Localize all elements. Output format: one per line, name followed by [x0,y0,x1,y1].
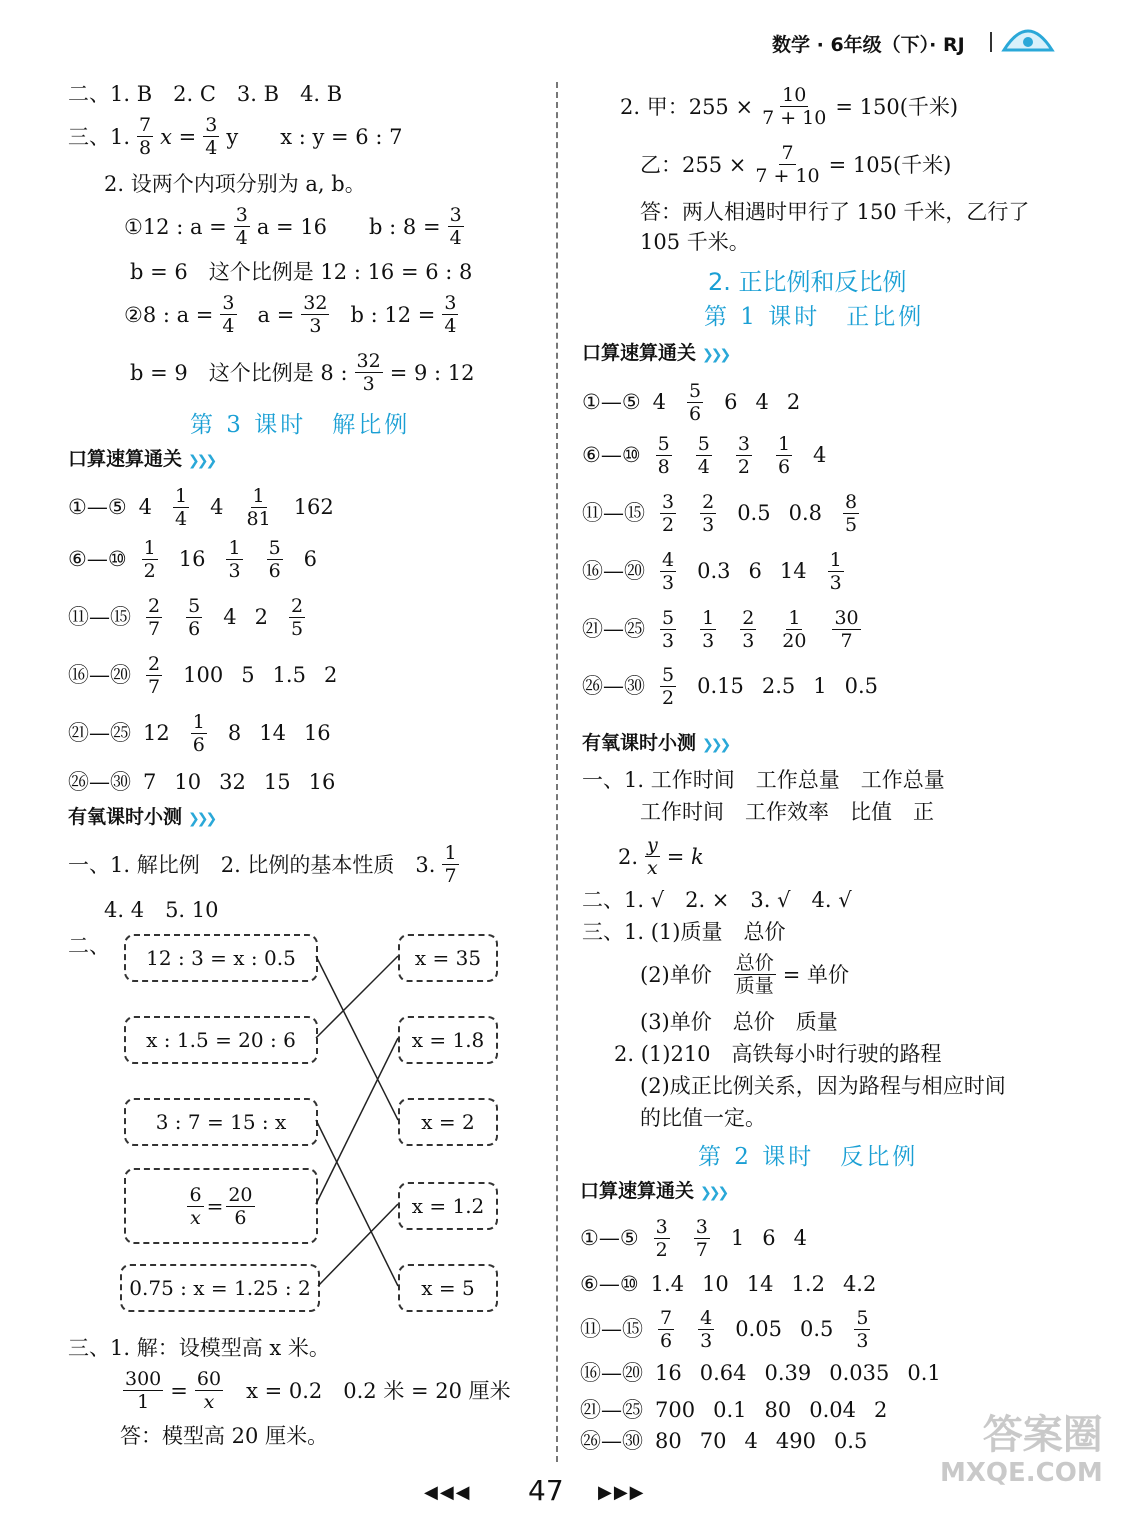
denominator: x [647,857,658,879]
denominator: 3 [662,571,675,594]
match-right-text: x = 5 [421,1276,475,1300]
denominator: 4 [697,455,710,478]
calc-answer: 1.4 [650,1272,685,1296]
r-quiz-part3-2 [640,952,849,997]
calc-answer-fraction [656,433,672,478]
section-title: 有氧课时小测 [68,806,183,828]
calc-answer-fraction [776,433,792,478]
fraction [760,84,828,129]
denominator: 3 [856,1329,869,1352]
page-header-title: 数学 · 6年级（下）· RJ [772,34,965,56]
numerator: 10 [782,84,807,106]
denominator: 7 [148,675,161,698]
quiz-part2-label: 二、 [68,934,110,958]
calc-answer: 490 [775,1429,816,1453]
denominator: 2 [737,455,750,478]
denominator: 3 [700,1329,713,1352]
numerator: 5 [657,432,670,455]
numerator: 1 [444,842,457,864]
calc-row [582,378,1082,426]
calc-row-label: ㉖—㉚ [582,674,645,698]
r-q2-part1: 乙：255 × [640,152,747,177]
match-left-text: x : 1.5 = 20 : 6 [146,1028,296,1052]
numerator: 60 [196,1368,222,1390]
quiz-part3-1: 三、1. 解：设模型高 x 米。 [68,1336,330,1360]
numerator: 5 [689,379,702,402]
r-q2-answer: 答：两人相遇时甲行了 150 千米，乙行了 [640,200,1030,224]
calc-answer: 15 [263,770,291,794]
calc-answer: 6 [762,1226,776,1250]
calc-answer: 0.1 [713,1398,747,1422]
r-q2-part2: = 105(千米) [828,152,952,177]
quiz-part3-1-answer: 答：模型高 20 厘米。 [120,1424,329,1448]
calc-answer: 5 [241,663,255,687]
calc-row [582,658,1082,714]
fraction [123,1368,163,1413]
calc-answer: 0.05 [735,1317,782,1341]
match-line [316,1038,398,1204]
r-quiz-part1-line3 [618,834,704,879]
calc-answer: 1.5 [272,663,306,687]
numerator: 20 [228,1183,253,1206]
calc-row-label: ⑥—⑩ [582,443,641,467]
numerator: 3 [655,1215,668,1238]
calc-answer: 10 [702,1272,729,1296]
numerator: y [647,834,658,856]
calc-answer: 0.5 [844,674,879,698]
r-quiz-part1-num: 2. [618,844,639,869]
r-quiz-part3-4: 2. (1)210 高铁每小时行驶的路程 [614,1042,942,1066]
calc-row [580,1352,1080,1394]
denominator: 3 [228,559,241,582]
watermark-line1: 答案圈 [982,1412,1103,1458]
calc-row-label: ⑪—⑮ [582,501,645,525]
r-quiz-part3-6: 的比值一定。 [640,1106,766,1130]
denominator: 3 [362,373,375,395]
calc-answer: 0.035 [829,1361,890,1385]
section-title: 口算速算通关 [582,342,697,364]
denominator: 质量 [735,975,774,997]
calc-row [582,600,1082,658]
page-number: 47 [528,1474,564,1507]
lesson-2-heading: 第 2 课时 反比例 [698,1144,919,1170]
quiz-part3-1-equation [120,1368,511,1413]
numerator: 300 [125,1368,162,1390]
calc-answer: 4 [755,390,769,414]
numerator: 4 [662,548,675,571]
calc-answer: 14 [779,559,807,583]
lesson-3-heading: 第 3 课时 解比例 [190,412,411,438]
denominator: 81 [246,507,271,530]
calc-answer-fraction [740,607,756,652]
prev-arrows-icon: ◀◀◀ [424,1482,472,1503]
denominator: 4 [175,507,188,530]
denominator: 8 [657,455,670,478]
calc-answer-fraction [658,1307,674,1352]
calc-answer-fraction [654,1216,670,1261]
denominator: 3 [702,629,715,652]
calc-answer: 0.39 [764,1361,812,1385]
r-quiz-part3-1: 三、1. (1)质量 总价 [582,920,786,944]
numerator: 3 [737,432,750,455]
denominator: 2 [662,686,675,709]
numerator: 3 [235,204,248,226]
numerator: 1 [777,432,791,455]
fraction [195,1368,223,1413]
q3-1-rest: y x : y = 6 : 7 [226,124,403,149]
r-q2-line1 [620,84,958,129]
calc-answer: 4 [138,495,153,519]
denominator: 7 [840,629,853,652]
numerator: 32 [356,350,381,372]
calc-row-label: ①—⑤ [580,1226,639,1250]
denominator: 3 [702,513,715,536]
calc-row-label: ①—⑤ [68,495,127,519]
numerator: 8 [845,490,858,513]
calc-row-label: ⑯—⑳ [580,1361,643,1385]
calc-answer: 1 [730,1226,745,1250]
calc-answer-fraction [854,1307,870,1352]
calc-answer: 0.64 [699,1361,747,1385]
numerator: 2 [742,606,755,629]
q3-2-d-part2: = 9 : 12 [389,360,475,385]
numerator: 3 [444,292,457,314]
calc-answer: 10 [174,770,202,794]
numerator: 7 [781,142,794,164]
calc-row [580,1214,1080,1262]
calc-answer-fraction [700,607,716,652]
calc-grid-right [582,378,1082,714]
denominator: 6 [268,559,281,582]
numerator: 1 [175,484,188,507]
denominator: 5 [290,617,304,640]
answer-q3-2-title: 2. 设两个内项分别为 a, b。 [104,172,366,196]
denominator: 6 [660,1329,673,1352]
calc-answer-fraction [832,607,860,652]
numerator: 5 [268,536,281,559]
calc-answer-fraction [696,433,712,478]
answer-q3-2-b: b = 6 这个比例是 12 : 16 = 6 : 8 [130,260,473,284]
quiz-part1-text: 一、1. 解比例 2. 比例的基本性质 3. [68,852,436,877]
calc-answer: 4 [744,1429,758,1453]
numerator: 32 [303,292,328,314]
calc-answer: 12 [143,721,170,745]
calc-answer: 4 [813,443,827,467]
calc-row-label: ⑯—⑳ [582,559,645,583]
denominator: 4 [444,315,457,337]
r-q2-answer-cont: 105 千米。 [640,230,750,254]
calc-answer: 80 [655,1429,682,1453]
calc-answer: 0.5 [799,1317,834,1341]
calc-answer: 16 [178,547,206,571]
calc-answer: 7 [143,770,157,794]
calc-answer: 4 [223,605,237,629]
section-title: 口算速算通关 [580,1180,695,1202]
q3-2-c-part2: a = [257,302,295,327]
denominator: 6 [192,733,205,756]
calc-answer-fraction [828,549,844,594]
calc-row-label: ⑥—⑩ [68,547,127,571]
denominator: 4 [205,137,218,159]
double-chevron-icon: ❯❯❯ [702,347,729,363]
denominator: 4 [235,227,248,249]
lesson-1-heading: 第 1 课时 正比例 [704,304,925,330]
numerator: 1 [252,484,265,507]
calc-row-label: ⑪—⑮ [580,1317,643,1341]
calc-answer: 4 [652,390,667,414]
r-quiz-part1-line2: 工作时间 工作效率 比值 正 [640,800,934,824]
chapter-heading: 2. 正比例和反比例 [708,268,907,296]
calc-answer: 162 [293,495,334,519]
calc-answer: 2 [786,390,801,414]
numerator: 1 [788,606,801,629]
calc-answer: 6 [303,547,318,571]
equals-sign: = [206,1194,224,1218]
fraction [645,834,660,879]
answer-q2: 二、1. B 2. C 3. B 4. B [68,82,343,106]
denominator: x [190,1206,201,1229]
section-oral-calc-right [582,340,728,368]
calc-answer: 16 [655,1361,682,1385]
match-right-text: x = 1.2 [411,1194,485,1218]
calc-answer-fraction [660,664,676,709]
denominator: 7 [148,617,161,640]
r-quiz-part3-3: (3)单价 总价 质量 [640,1010,838,1034]
q3-2-a-part1: ①12 : a = [124,214,227,239]
q3-2-d-part1: b = 9 这个比例是 8 : [130,360,348,385]
calc-answer: 1 [813,674,827,698]
numerator: 5 [662,663,675,686]
match-right-text: x = 35 [414,946,482,970]
watermark-logo [940,1412,1103,1488]
match-left-text: 12 : 3 = x : 0.5 [146,946,296,970]
r-quiz-part1-rest: = k [666,844,704,869]
numerator: 6 [189,1183,202,1206]
next-arrows-icon: ▶▶▶ [598,1482,646,1503]
numerator: 2 [148,652,161,675]
match-right-text: x = 2 [421,1110,475,1134]
calc-answer: 0.8 [788,501,822,525]
double-chevron-icon: ❯❯❯ [700,1185,727,1201]
numerator: 2 [290,594,304,617]
numerator: 7 [139,114,152,136]
calc-answer-fraction [687,380,703,425]
calc-answer-fraction [780,607,808,652]
calc-answer: 6 [748,559,762,583]
calc-row-label: ㉑—㉕ [68,721,131,745]
numerator: 1 [143,536,156,559]
section-title: 口算速算通关 [68,448,183,470]
calc-answer: 700 [655,1398,696,1422]
calc-row-label: ⑯—⑳ [68,663,131,687]
denominator: 7 [695,1238,708,1261]
match-line [318,1204,398,1286]
numerator: 5 [662,606,675,629]
r-quiz-part2: 二、1. √ 2. × 3. √ 4. √ [582,888,852,912]
calc-row-label: ㉖—㉚ [68,770,131,794]
calc-answer: 4 [793,1226,807,1250]
denominator: 6 [777,455,791,478]
calc-answer-fraction [843,491,859,536]
calc-row [582,542,1082,600]
denominator: 7 + 10 [762,107,827,129]
r-q2-line2 [640,142,951,187]
calc-answer: 2 [323,663,338,687]
numerator: 1 [829,548,842,571]
double-chevron-icon: ❯❯❯ [188,453,215,469]
numerator: 4 [700,1306,713,1329]
fraction [753,142,821,187]
quiz-part3-1-rest: x = 0.2 0.2 米 = 20 厘米 [246,1378,511,1403]
calc-answer: 4.2 [842,1272,877,1296]
calc-row [580,1262,1080,1306]
numerator: 7 [660,1306,673,1329]
section-title: 有氧课时小测 [582,732,697,754]
calc-row-label: ㉑—㉕ [580,1398,643,1422]
r-quiz-part1-line1: 一、1. 工作时间 工作总量 工作总量 [582,768,945,792]
equals-sign: = [170,1378,188,1403]
calc-row-label: ⑪—⑮ [68,605,131,629]
calc-answer: 0.5 [833,1429,868,1453]
numerator: 5 [856,1306,869,1329]
denominator: 5 [845,513,858,536]
calc-answer: 0.5 [737,501,771,525]
numerator: 5 [697,432,710,455]
denominator: 7 + 10 [755,165,820,187]
calc-row-label: ⑥—⑩ [580,1272,639,1296]
calc-answer: 0.3 [697,559,731,583]
calc-answer: 2 [254,605,268,629]
denominator: 3 [742,629,755,652]
denominator: x [203,1391,215,1413]
calc-answer: 4 [210,495,224,519]
denominator: 3 [662,629,675,652]
denominator: 1 [137,1391,150,1413]
calc-row-label: ㉖—㉚ [580,1429,643,1453]
match-line [316,956,398,1120]
r-q2-part2: = 150(千米) [835,94,959,119]
denominator: 6 [188,617,201,640]
calc-answer: 80 [764,1398,792,1422]
section-quiz-right [582,730,728,758]
calc-answer: 32 [219,770,246,794]
quiz-part1-line2: 4. 4 5. 10 [104,898,219,922]
numerator: 3 [449,204,462,226]
numerator: 2 [702,490,715,513]
calc-answer-fraction [660,491,676,536]
section-oral-calc-right-2 [580,1178,726,1206]
r-quiz-part3-2-label: (2)单价 [640,962,712,987]
denominator: 4 [449,227,462,249]
calc-answer: 100 [183,663,224,687]
calc-row-label: ㉑—㉕ [582,617,645,641]
calc-row [582,426,1082,484]
match-line [316,1120,398,1286]
calc-row [580,1306,1080,1352]
numerator: 1 [228,536,241,559]
numerator: 3 [662,490,675,513]
r-quiz-part3-2-rest: = 单价 [782,962,850,987]
calc-answer: 0.1 [907,1361,941,1385]
q3-2-c-part3: b : 12 = [350,302,436,327]
calc-answer: 6 [724,390,738,414]
r-quiz-part3-5: (2)成正比例关系，因为路程与相应时间 [640,1074,1006,1098]
calc-row [582,484,1082,542]
denominator: 3 [309,315,322,337]
denominator: 3 [829,571,842,594]
calc-answer: 2.5 [761,674,796,698]
denominator: 6 [234,1206,247,1229]
calc-answer-fraction [694,1216,710,1261]
calc-answer: 1.2 [791,1272,825,1296]
match-left-text: 0.75 : x = 1.25 : 2 [129,1276,311,1300]
watermark-line2: MXQE.COM [940,1458,1103,1488]
calc-row-label: ①—⑤ [582,390,641,414]
double-chevron-icon: ❯❯❯ [702,737,729,753]
denominator: 2 [662,513,675,536]
denominator: 2 [143,559,156,582]
q3-1-x: x = [160,124,197,149]
numerator: 2 [148,594,161,617]
calc-answer: 16 [303,721,331,745]
numerator: 3 [205,114,218,136]
r-q2-part1: 2. 甲：255 × [620,94,754,119]
calc-answer: 0.04 [809,1398,856,1422]
calc-answer: 2 [874,1398,888,1422]
calc-answer-fraction [660,607,676,652]
q3-2-c-part1: ②8 : a = [124,302,214,327]
numerator: 30 [834,606,859,629]
calc-answer: 0.15 [697,674,744,698]
calc-answer: 14 [746,1272,774,1296]
calc-answer: 8 [227,721,242,745]
calc-answer: 14 [259,721,286,745]
denominator: 7 [444,865,457,887]
denominator: 4 [222,315,235,337]
numerator: 总价 [735,952,774,974]
numerator: 1 [702,606,715,629]
calc-answer: 70 [699,1429,727,1453]
q3-2-a-part2: a = 16 b : 8 = [256,214,441,239]
calc-answer-fraction [700,491,716,536]
numerator: 5 [188,594,201,617]
calc-answer-fraction [736,433,752,478]
calc-answer-fraction [698,1307,714,1352]
match-left-text: 3 : 7 = 15 : x [155,1110,287,1134]
fraction [734,952,776,997]
numerator: 3 [222,292,235,314]
calc-answer-fraction [660,549,676,594]
denominator: 8 [139,137,152,159]
numerator: 3 [695,1215,708,1238]
double-chevron-icon: ❯❯❯ [188,811,215,827]
match-right-text: x = 1.8 [411,1028,485,1052]
match-line [316,956,398,1038]
denominator: 2 [655,1238,668,1261]
numerator: 1 [192,710,205,733]
calc-answer: 16 [308,770,336,794]
denominator: 20 [782,629,807,652]
denominator: 6 [689,402,702,425]
q3-1-prefix: 三、1. [68,124,131,149]
